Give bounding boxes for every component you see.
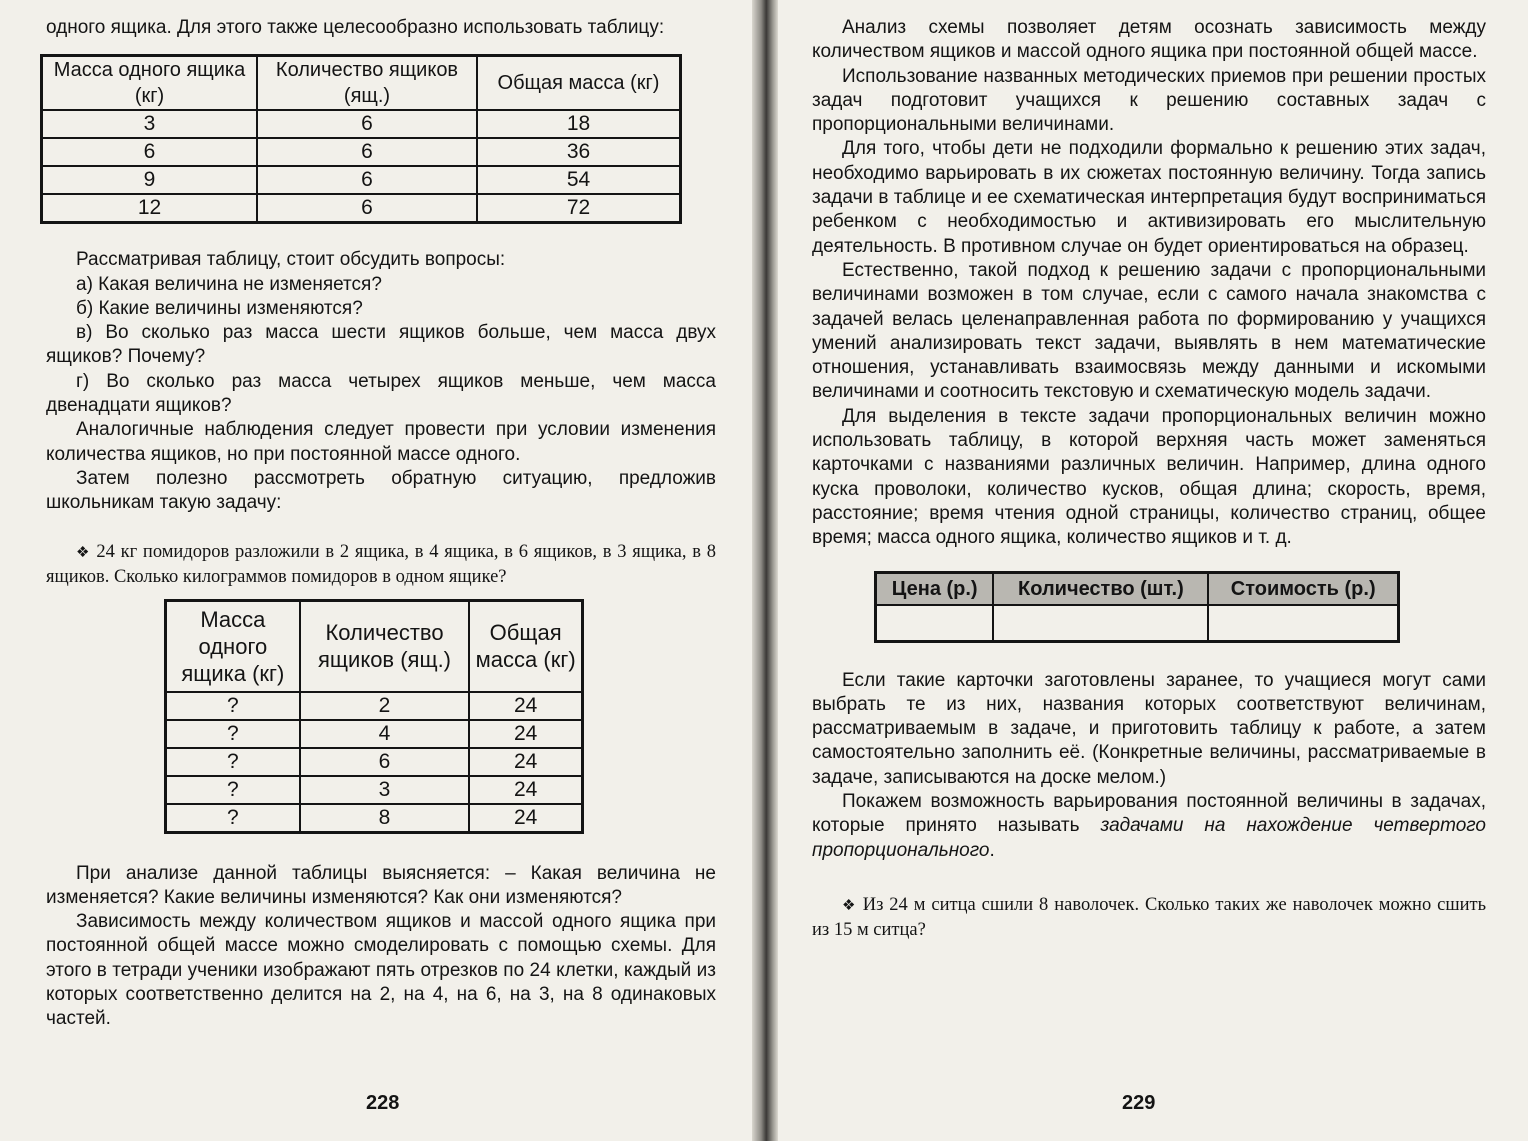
task-paragraph — [46, 540, 716, 589]
table-cell: 24 — [469, 776, 582, 804]
table-cell: 8 — [300, 804, 470, 833]
header-card: Цена (р.) — [876, 572, 994, 605]
table-header-row — [876, 572, 1399, 605]
table-header-row — [166, 600, 583, 692]
table-cell — [1208, 605, 1398, 642]
left-page — [0, 0, 752, 1141]
table-cell: 6 — [257, 194, 477, 223]
table-cell: 6 — [300, 748, 470, 776]
table-cell — [993, 605, 1208, 642]
table-row — [42, 166, 681, 194]
table-row — [42, 194, 681, 223]
question-d: г) Во сколько раз масса четырех ящиков меньше, чем масса двенадцати ящиков? — [46, 370, 716, 417]
table-row — [42, 110, 681, 138]
bullet-icon: ❖ — [76, 544, 91, 561]
paragraph: Затем полезно рассмотреть обратную ситуацию, предложив школьникам такую задачу: — [46, 467, 716, 514]
task-text: 24 кг помидоров разложили в 2 ящика, в 4 ящика, в 6 ящиков, в 3 ящика, в 8 ящиков. Сколько килограммов помидоров в одном ящике? — [46, 541, 716, 587]
table-row — [876, 605, 1399, 642]
table-cell: ? — [166, 776, 300, 804]
table-box-mass — [40, 54, 682, 224]
task-text: Из 24 м ситца сшили 8 наволочек. Сколько таких же наволочек можно сшить из 15 м ситца? — [812, 894, 1487, 940]
table-cell: 72 — [477, 194, 681, 223]
table-cell: ? — [166, 748, 300, 776]
table-cell: 18 — [477, 110, 681, 138]
table-price-quantity-cost — [874, 571, 1400, 643]
paragraph: одного ящика. Для этого также целесообразно использовать таблицу: — [46, 17, 665, 38]
emphasis-text: задачами на нахождение четвертого пропорционального — [812, 815, 1486, 861]
table-cell: 54 — [477, 166, 681, 194]
header-cell: Общая масса (кг) — [477, 56, 681, 111]
paragraph: Если такие карточки заготовлены заранее, то учащиеся могут сами выбрать те из них, названия которых соответствуют величинам, рассматриваемым в задаче, и приготовить таблицу к работе, а затем самостоятельно заполнить её. (Конкретные величины, рассматриваемые в задаче, записываются на доске мелом.) — [812, 669, 1486, 788]
header-card: Стоимость (р.) — [1208, 572, 1398, 605]
table-cell: 24 — [469, 748, 582, 776]
paragraph: При анализе данной таблицы выясняется: – Какая величина не изменяется? Какие величины изменяются? Как они изменяются? — [46, 862, 716, 908]
table-cell: 2 — [300, 692, 470, 720]
table-cell: 6 — [42, 138, 258, 166]
text: . — [989, 839, 995, 861]
table-cell: 3 — [42, 110, 258, 138]
table-cell: 36 — [477, 138, 681, 166]
header-cell: Количество ящиков (ящ.) — [257, 56, 477, 111]
page-number: 228 — [366, 1092, 400, 1114]
table-row — [166, 720, 583, 748]
book-spine — [752, 0, 778, 1141]
table-cell: 9 — [42, 166, 258, 194]
question-c: в) Во сколько раз масса шести ящиков больше, чем масса двух ящиков? Почему? — [46, 322, 716, 368]
paragraph: Естественно, такой подход к решению задачи с пропорциональными величинами возможен в том случае, если с самого начала знакомства с задачей велась целенаправленная работа по формированию у учащихся умений анализировать текст задачи, выявлять в нем математические отношения, устанавливать взаимосвязь между данными и искомыми величинами и соотносить текстовую и схематическую модель задачи. — [812, 259, 1486, 403]
table-cell: 4 — [300, 720, 470, 748]
table-row — [42, 138, 681, 166]
table-cell: 6 — [257, 166, 477, 194]
table-cell: 6 — [257, 110, 477, 138]
paragraph: Использование названных методических приемов при решении простых задач подготовит учащихся к решению составных задач с пропорциональными величинами. — [812, 65, 1486, 136]
paragraph: Для того, чтобы дети не подходили формально к решению этих задач, необходимо варьировать в их сюжетах постоянную величину. Тогда запись задачи в таблице и ее схематическая интерпретация будут восприниматься ребенком с необходимостью и активизировать его мыслительную деятельность. В противном случае он будет ориентироваться на образец. — [812, 138, 1486, 257]
table-header-row — [42, 56, 681, 111]
question-b: б) Какие величины изменяются? — [76, 297, 363, 319]
table-cell — [876, 605, 994, 642]
text: Покажем возможность варьирования постоянной величины в задачах, которые принято называть — [812, 791, 1486, 837]
table-cell: 6 — [257, 138, 477, 166]
bullet-icon: ❖ — [842, 897, 857, 914]
table-cell: 12 — [42, 194, 258, 223]
table-cell: ? — [166, 720, 300, 748]
table-cell: 3 — [300, 776, 470, 804]
table-row — [166, 804, 583, 833]
paragraph: Анализ схемы позволяет детям осознать зависимость между количеством ящиков и массой одного ящика при постоянной общей массе. — [812, 17, 1486, 63]
header-cell: Масса одного ящика (кг) — [166, 600, 300, 692]
header-cell: Масса одного ящика (кг) — [42, 56, 258, 111]
question-a: а) Какая величина не изменяется? — [76, 273, 382, 295]
table-cell: 24 — [469, 804, 582, 833]
header-cell: Количество ящиков (ящ.) — [300, 600, 470, 692]
paragraph — [812, 790, 1486, 863]
table-row — [166, 748, 583, 776]
paragraph: Для выделения в тексте задачи пропорциональных величин можно использовать таблицу, в которой верхняя часть может заменяться карточками с названиями различных величин. Например, длина одного куска проволоки, количество кусков, общая длина; скорость, время, расстояние; время чтения одной страницы, количество страниц, общее время; масса одного ящика, количество ящиков и т. д. — [812, 405, 1486, 549]
header-card: Количество (шт.) — [993, 572, 1208, 605]
table-cell: 24 — [469, 692, 582, 720]
table-row — [166, 692, 583, 720]
right-page — [778, 0, 1528, 1141]
table-cell: ? — [166, 804, 300, 833]
header-cell: Общая масса (кг) — [469, 600, 582, 692]
paragraph: Аналогичные наблюдения следует провести при условии изменения количества ящиков, но при постоянной массе одного. — [46, 419, 716, 465]
table-cell: ? — [166, 692, 300, 720]
table-cell: 24 — [469, 720, 582, 748]
paragraph: Рассматривая таблицу, стоит обсудить вопросы: — [76, 249, 506, 271]
table-row — [166, 776, 583, 804]
paragraph: Зависимость между количеством ящиков и массой одного ящика при постоянной общей массе можно смоделировать с помощью схемы. Для этого в тетради ученики изображают пять отрезков по 24 клетки, каждый из которых соответственно делится на 2, на 4, на 6, на 3, на 8 одинаковых частей. — [46, 911, 716, 1030]
page-number: 229 — [1122, 1092, 1156, 1114]
task-paragraph — [812, 893, 1486, 942]
table-tomatoes — [164, 599, 584, 834]
